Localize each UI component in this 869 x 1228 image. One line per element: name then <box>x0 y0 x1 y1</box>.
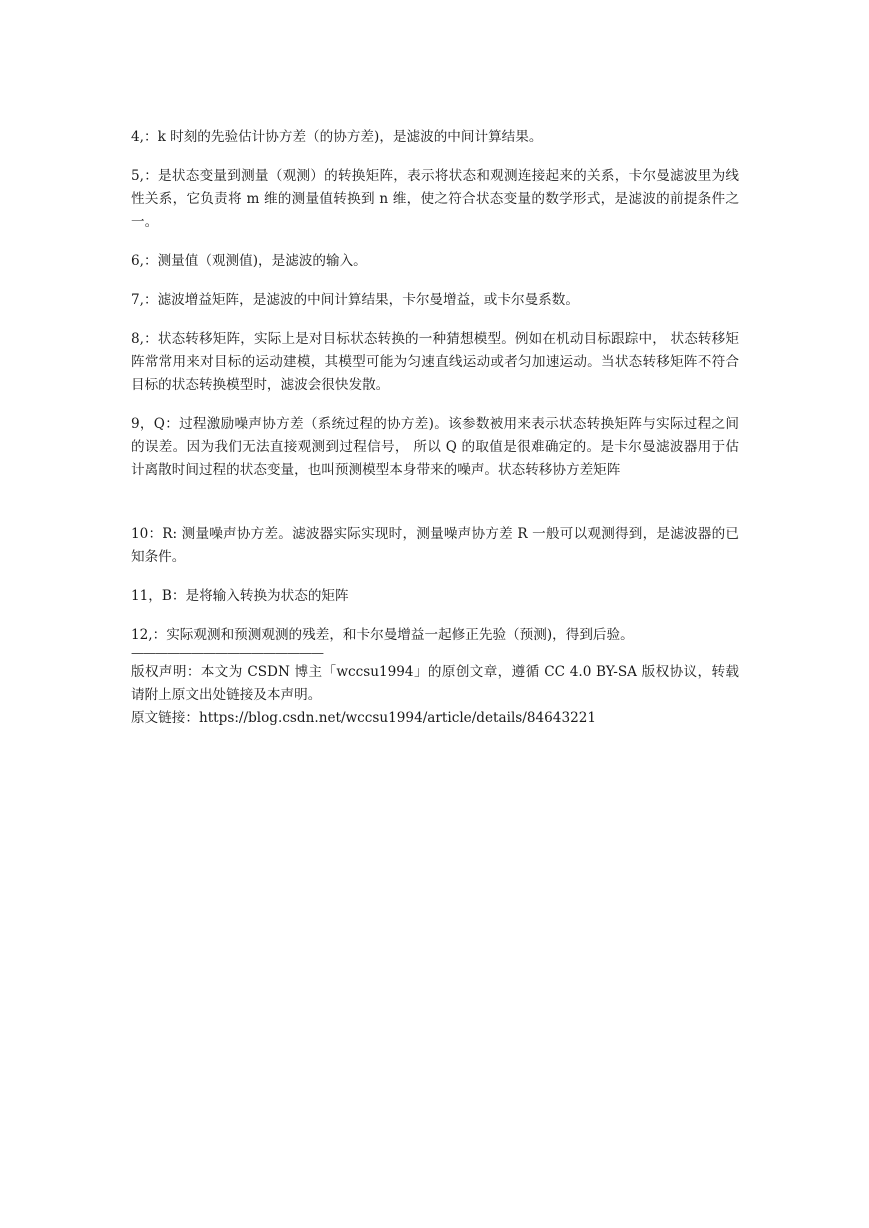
paragraph-item-8: 8,：状态转移矩阵，实际上是对目标状态转换的一种猜想模型。例如在机动目标跟踪中， 状态转移矩阵常常用来对目标的运动建模，其模型可能为匀速直线运动或者匀加速运动。当状态转移矩阵不符合目标的状态转换模型时，滤波会很快发散。 <box>131 331 739 393</box>
paragraph-item-4: 4,：k 时刻的先验估计协方差（的协方差)，是滤波的中间计算结果。 <box>131 129 543 145</box>
paragraph-item-5: 5,：是状态变量到测量（观测）的转换矩阵，表示将状态和观测连接起来的关系，卡尔曼滤波里为线性关系，它负责将 m 维的测量值转换到 n 维，使之符合状态变量的数学形式，是滤波的前提条件之一。 <box>131 168 739 230</box>
paragraph-item-12: 12,：实际观测和预测观测的残差，和卡尔曼增益一起修正先验（预测)，得到后验。 <box>131 627 634 643</box>
document-body <box>131 126 739 730</box>
paragraph-item-6: 6,：测量值（观测值)，是滤波的输入。 <box>131 253 367 269</box>
paragraph-item-9: 9，Q：过程激励噪声协方差（系统过程的协方差)。该参数被用来表示状态转换矩阵与实际过程之间的误差。因为我们无法直接观测到过程信号， 所以 Q 的取值是很难确定的。是卡尔曼滤波器用于估计离散时间过程的状态变量，也叫预测模型本身带来的噪声。状态转移协方差矩阵 <box>131 416 739 478</box>
copyright-notice: 版权声明：本文为 CSDN 博主「wccsu1994」的原创文章，遵循 CC 4.0 BY-SA 版权协议，转载请附上原文出处链接及本声明。 <box>131 664 739 703</box>
paragraph-item-11: 11，B：是将输入转换为状态的矩阵 <box>131 588 349 604</box>
source-link[interactable]: 原文链接：https://blog.csdn.net/wccsu1994/article/details/84643221 <box>131 710 597 726</box>
divider-line: ———————————————— <box>131 647 323 661</box>
paragraph-item-10: 10：R: 测量噪声协方差。滤波器实际实现时，测量噪声协方差 R 一般可以观测得到，是滤波器的已知条件。 <box>131 526 739 565</box>
paragraph-item-7: 7,：滤波增益矩阵，是滤波的中间计算结果，卡尔曼增益，或卡尔曼系数。 <box>131 292 579 308</box>
